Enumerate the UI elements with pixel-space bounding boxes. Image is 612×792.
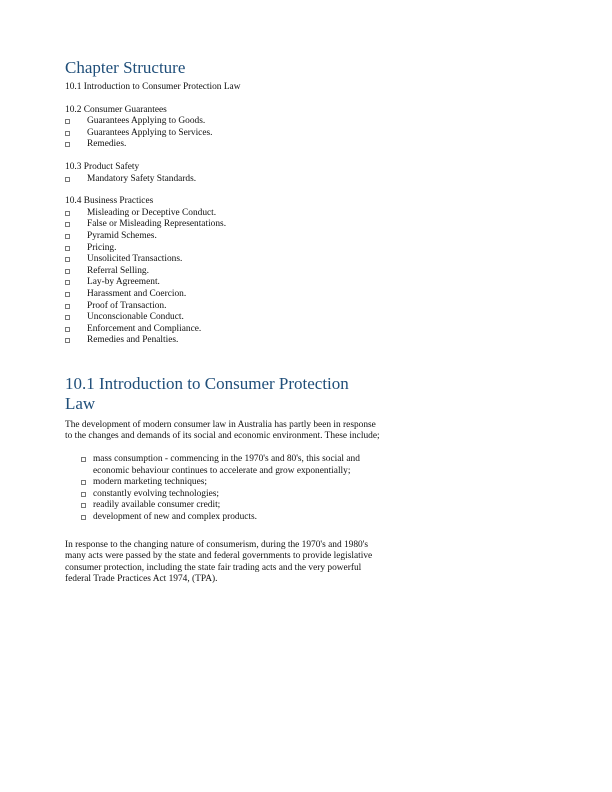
toc-list-item	[65, 139, 565, 151]
toc-section-product-safety	[65, 162, 565, 185]
chapter-structure-title: Chapter Structure	[65, 58, 186, 77]
checkbox-icon	[65, 304, 70, 309]
toc-list-item	[65, 116, 565, 128]
toc-list-item	[65, 312, 565, 324]
toc-item-label: Remedies and Penalties.	[87, 335, 179, 346]
toc-section-consumer-guarantees	[65, 105, 565, 151]
bullet-item	[65, 477, 385, 489]
document-page	[65, 58, 565, 586]
toc-item-label: Misleading or Deceptive Conduct.	[87, 207, 217, 218]
section-heading-10-1: 10.1 Introduction to Consumer Protection Law	[65, 373, 349, 413]
toc-item-label: Lay-by Agreement.	[87, 277, 160, 288]
toc-list-item	[65, 277, 565, 289]
checkbox-icon	[81, 515, 86, 520]
toc-item-label: Pricing.	[87, 242, 117, 253]
checkbox-icon	[81, 457, 86, 462]
checkbox-icon	[65, 177, 70, 182]
checkbox-icon	[65, 131, 70, 136]
toc-section-business-practices	[65, 196, 565, 347]
toc-item-label: Guarantees Applying to Goods.	[87, 116, 206, 127]
response-paragraph: In response to the changing nature of consumerism, during the 1970's and 1980's many acts were passed by the state and federal governments to provide legislative consumer protection, including the state fair trading acts and the very powerful federal Trade Practices Act 1974, (TPA).	[65, 539, 373, 585]
toc-intro-line: 10.1 Introduction to Consumer Protection Law	[65, 82, 241, 92]
bullet-item	[65, 454, 385, 477]
toc-list-item	[65, 324, 565, 336]
bullet-text: mass consumption - commencing in the 1970's and 80's, this social and economic behaviour continues to accelerate and grow exponentially;	[93, 454, 360, 476]
checkbox-icon	[81, 503, 86, 508]
toc-item-label: Mandatory Safety Standards.	[87, 173, 197, 184]
toc-item-label: False or Misleading Representations.	[87, 219, 227, 230]
checkbox-icon	[65, 292, 70, 297]
bullet-text: readily available consumer credit;	[93, 500, 221, 511]
checkbox-icon	[65, 327, 70, 332]
toc-section-heading: 10.3 Product Safety	[65, 161, 140, 172]
checkbox-icon	[65, 269, 70, 274]
toc-item-label: Guarantees Applying to Services.	[87, 127, 213, 138]
toc-item-label: Enforcement and Compliance.	[87, 323, 202, 334]
toc-list	[65, 208, 565, 347]
checkbox-icon	[65, 142, 70, 147]
toc-item-label: Unsolicited Transactions.	[87, 254, 183, 265]
checkbox-icon	[65, 280, 70, 285]
toc-section-heading: 10.4 Business Practices	[65, 196, 154, 207]
bullet-text: constantly evolving technologies;	[93, 488, 220, 499]
toc-list-item	[65, 254, 565, 266]
toc-item-label: Referral Selling.	[87, 265, 149, 276]
toc-section-heading: 10.2 Consumer Guarantees	[65, 104, 167, 115]
checkbox-icon	[65, 257, 70, 262]
checkbox-icon	[65, 234, 70, 239]
toc-item-label: Remedies.	[87, 139, 127, 150]
checkbox-icon	[65, 222, 70, 227]
toc-list-item	[65, 301, 565, 313]
toc-list-item	[65, 208, 565, 220]
bullet-text: modern marketing techniques;	[93, 477, 208, 488]
toc-item-label: Proof of Transaction.	[87, 300, 167, 311]
toc-list-item	[65, 128, 565, 140]
toc-item-label: Unconscionable Conduct.	[87, 312, 184, 323]
checkbox-icon	[65, 211, 70, 216]
checkbox-icon	[65, 338, 70, 343]
checkbox-icon	[81, 492, 86, 497]
bullet-item	[65, 500, 385, 512]
toc-list-item	[65, 243, 565, 255]
toc-list-item	[65, 219, 565, 231]
bullet-list	[65, 454, 385, 524]
toc-list-item	[65, 231, 565, 243]
toc-item-label: Harassment and Coercion.	[87, 288, 187, 299]
toc-list	[65, 174, 565, 186]
bullet-item	[65, 489, 385, 501]
checkbox-icon	[65, 119, 70, 124]
checkbox-icon	[65, 315, 70, 320]
toc-list	[65, 116, 565, 151]
toc-list-item	[65, 335, 565, 347]
toc-list-item	[65, 266, 565, 278]
intro-paragraph: The development of modern consumer law in Australia has partly been in response to the changes and demands of its social and economic environment. These include;	[65, 419, 380, 442]
checkbox-icon	[81, 480, 86, 485]
checkbox-icon	[65, 246, 70, 251]
bullet-item	[65, 512, 385, 524]
bullet-text: development of new and complex products.	[93, 512, 258, 523]
toc-list-item	[65, 174, 565, 186]
toc-list-item	[65, 289, 565, 301]
toc-item-label: Pyramid Schemes.	[87, 230, 157, 241]
